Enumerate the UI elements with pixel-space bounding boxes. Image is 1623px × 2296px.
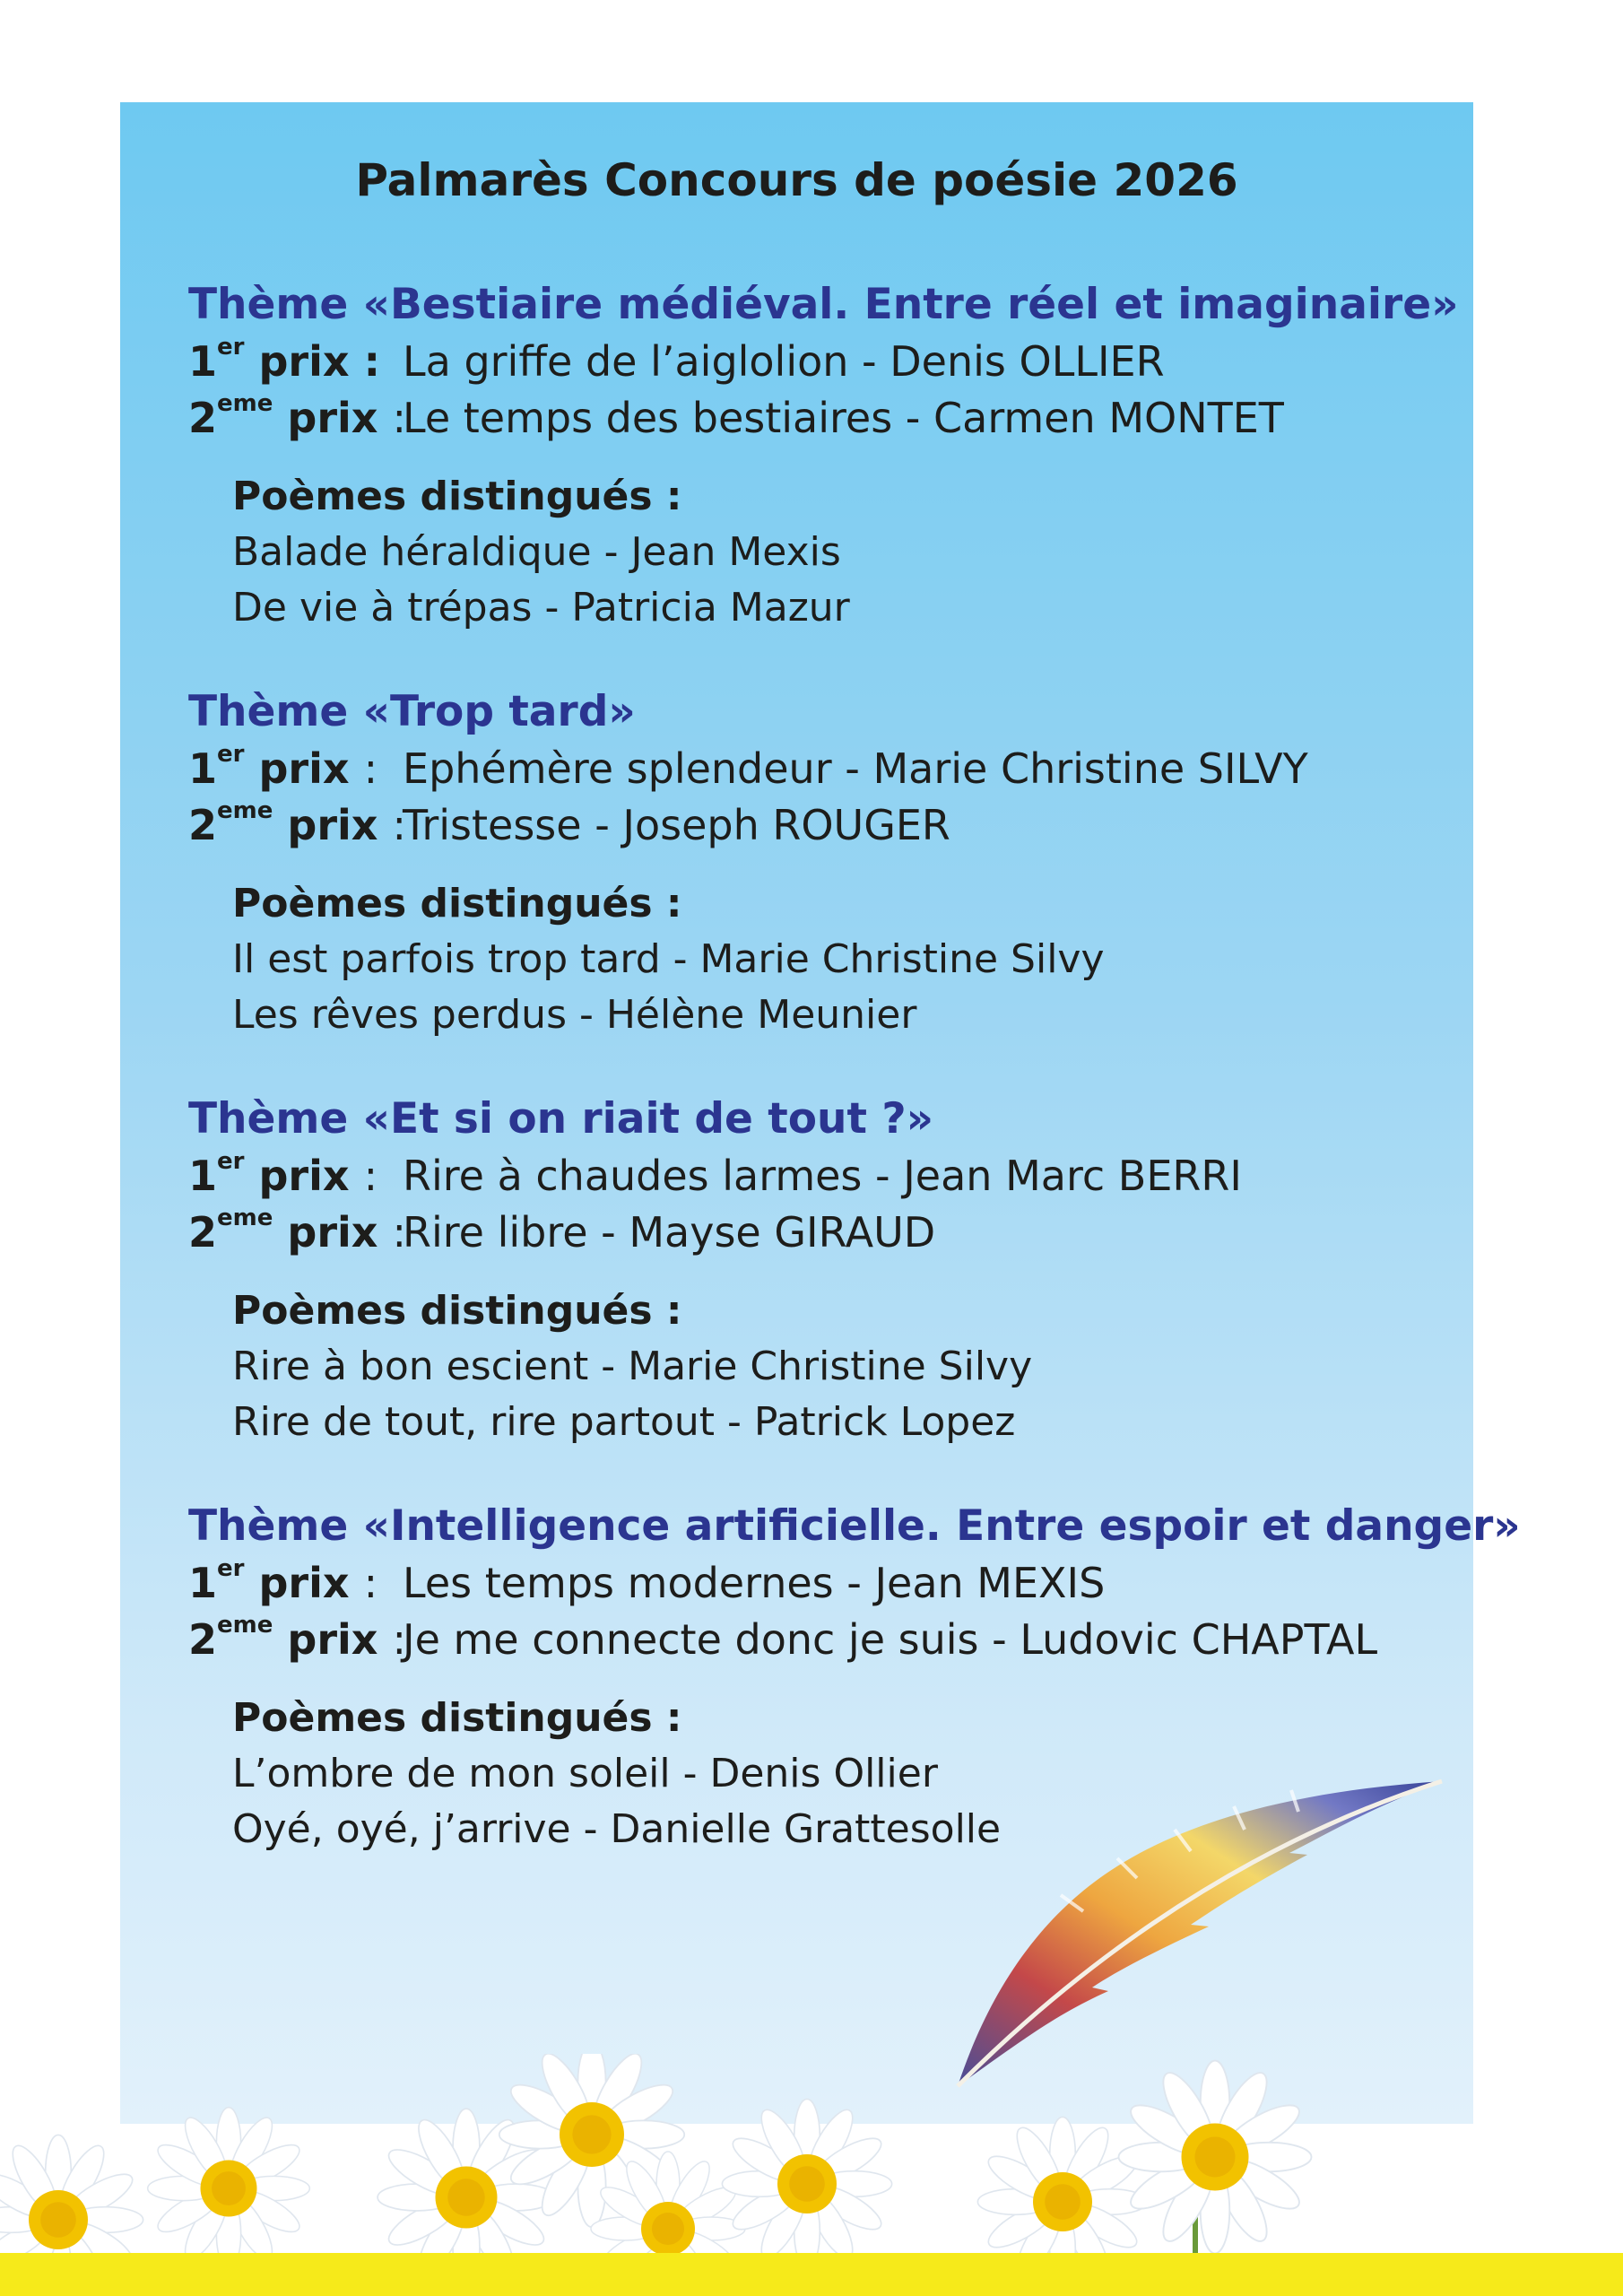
- distinguished-poem: Oyé, oyé, j’arrive - Danielle Grattesolle: [232, 1806, 1002, 1852]
- theme-heading-3: Thème «Et si on riait de tout ?»: [188, 1094, 933, 1144]
- distinguished-heading-2: Poèmes distingués :: [232, 881, 682, 926]
- distinguished-poem: Rire à bon escient - Marie Christine Silvy: [232, 1344, 1033, 1389]
- prize-label: 1er prix :: [188, 1555, 378, 1607]
- distinguished-heading-1: Poèmes distingués :: [232, 474, 682, 519]
- prize-work: Je me connecte donc je suis - Ludovic CHAPTAL: [403, 1615, 1378, 1664]
- prize-work: La griffe de l’aiglolion - Denis OLLIER: [403, 337, 1165, 386]
- prize-work: Rire libre - Mayse GIRAUD: [403, 1208, 936, 1257]
- distinguished-poem: De vie à trépas - Patricia Mazur: [232, 585, 850, 631]
- page-title: Palmarès Concours de poésie 2026: [355, 154, 1238, 206]
- distinguished-poem: Les rêves perdus - Hélène Meunier: [232, 992, 917, 1038]
- prize-label: 2eme prix :: [188, 390, 406, 442]
- distinguished-poem: Rire de tout, rire partout - Patrick Lopez: [232, 1399, 1016, 1445]
- distinguished-poem: Balade héraldique - Jean Mexis: [232, 529, 841, 575]
- distinguished-poem: Il est parfois trop tard - Marie Christine Silvy: [232, 936, 1105, 982]
- theme-heading-1: Thème «Bestiaire médiéval. Entre réel et imaginaire»: [188, 280, 1459, 329]
- prize-label: 2eme prix :: [188, 1612, 406, 1664]
- prize-work: Rire à chaudes larmes - Jean Marc BERRI: [403, 1152, 1242, 1200]
- theme-heading-4: Thème «Intelligence artificielle. Entre espoir et danger»: [188, 1501, 1521, 1551]
- prize-work: Ephémère splendeur - Marie Christine SILVY: [403, 744, 1308, 793]
- distinguished-poem: L’ombre de mon soleil - Denis Ollier: [232, 1751, 938, 1796]
- prize-label: 1er prix :: [188, 741, 378, 793]
- distinguished-heading-4: Poèmes distingués :: [232, 1695, 682, 1741]
- prize-label: 2eme prix :: [188, 797, 406, 849]
- feather-quill-icon: [949, 1772, 1451, 2095]
- prize-label: 2eme prix :: [188, 1205, 406, 1257]
- prize-label: 1er prix :: [188, 334, 380, 386]
- theme-heading-2: Thème «Trop tard»: [188, 687, 636, 736]
- prize-label: 1er prix :: [188, 1148, 378, 1200]
- bottom-color-band: [0, 2253, 1623, 2296]
- distinguished-heading-3: Poèmes distingués :: [232, 1288, 682, 1334]
- prize-work: Le temps des bestiaires - Carmen MONTET: [403, 394, 1284, 442]
- prize-work: Les temps modernes - Jean MEXIS: [403, 1559, 1106, 1607]
- daisy-flowers-icon: [0, 2054, 1623, 2256]
- prize-work: Tristesse - Joseph ROUGER: [403, 801, 950, 849]
